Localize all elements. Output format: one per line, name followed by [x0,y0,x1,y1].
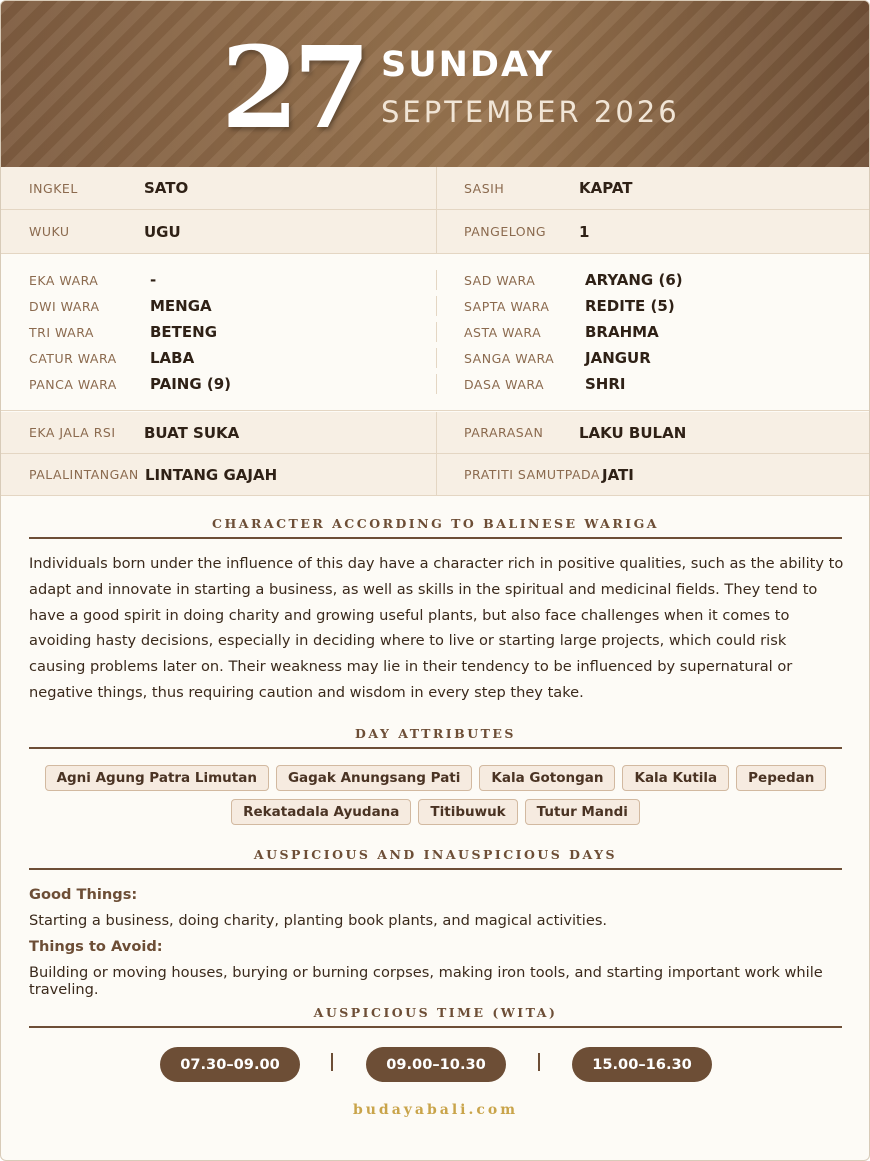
palalintangan-value: LINTANG GAJAH [145,465,278,484]
wara-label: DASA WARA [464,376,545,392]
attribute-tag: Kala Gotongan [479,765,615,791]
wara-label: EKA WARA [29,272,99,288]
wara-right-row [464,293,675,319]
wara-right-row [464,345,651,371]
pangelong-value: 1 [579,222,590,241]
column-divider [436,210,437,253]
attribute-tag: Titibuwuk [418,799,517,825]
ingkel-label: INGKEL [29,180,78,196]
wara-left-row [29,345,194,371]
column-divider [436,374,437,394]
character-text: Individuals born under the influence of this day have a character rich in positive qualities, such as the ability to adapt and innovate in starting a business, as well as skills in the spiritual and medicinal fields. They tend to have a good spirit in doing charity and growing useful plants, but also face challenges when it comes to avoiding hasty decisions, especially in deciding where to live or starting large projects, which could risk causing problems later on. Their weakness may lie in their tendency to be influenced by supernatural or negative things, thus requiring caution and wisdom in every step they take. [29,555,844,701]
site-footer: budayabali.com [352,1102,519,1118]
info-row-ingkel-sasih [1,167,870,210]
section-divider [29,1026,842,1028]
time-slots [29,1047,842,1083]
column-divider [436,454,437,495]
character-section-title: CHARACTER ACCORDING TO BALINESE WARIGA [212,516,659,531]
wara-label: SAPTA WARA [464,298,550,314]
wara-value: LABA [150,349,195,367]
column-divider [436,167,437,209]
wuku-value: UGU [144,222,181,241]
section-divider [29,537,842,539]
time-slot-pill: 09.00–10.30 [366,1047,506,1082]
things-to-avoid-heading: Things to Avoid: [29,938,163,955]
good-things-text: Starting a business, doing charity, planting book plants, and magical activities. [29,912,608,929]
wara-table [1,254,870,411]
wara-right-row [464,267,683,293]
ingkel-value: SATO [144,179,189,197]
attribute-tag: Tutur Mandi [525,799,640,825]
wara-label: PANCA WARA [29,376,117,392]
section-divider [29,868,842,870]
wara-value: PAING (9) [150,375,232,393]
info-row-ekajalarsi-pararasan [1,412,870,454]
attribute-tags [29,765,842,833]
wara-value: REDITE (5) [585,297,675,315]
attribute-tag-row [29,765,842,791]
auspicious-section-title: AUSPICIOUS AND INAUSPICIOUS DAYS [253,847,618,862]
date-header [1,1,870,167]
attributes-section-title: DAY ATTRIBUTES [355,726,516,741]
attribute-tag: Gagak Anungsang Pati [276,765,472,791]
wara-value: ARYANG (6) [585,271,683,289]
eka-jala-rsi-value: BUAT SUKA [144,423,240,442]
attribute-tag: Rekatadala Ayudana [231,799,411,825]
things-to-avoid-text: Building or moving houses, burying or burning corpses, making iron tools, and starting important work while traveling. [29,964,823,998]
time-slot-pill: 15.00–16.30 [572,1047,712,1082]
wuku-label: WUKU [29,224,70,239]
pararasan-value: LAKU BULAN [579,423,687,442]
wara-left-row [29,293,212,319]
pratiti-samutpada-label: PRATITI SAMUTPADA [464,467,600,482]
column-divider [436,270,437,290]
column-divider [436,322,437,342]
pratiti-samutpada-value: JATI [602,465,634,484]
attribute-tag: Pepedan [736,765,826,791]
wara-value: MENGA [150,297,212,315]
info-row-palalintangan-pratiti [1,454,870,496]
sasih-label: SASIH [464,180,505,196]
wara-label: CATUR WARA [29,350,117,366]
wara-value: SHRI [585,375,626,393]
time-separator [538,1053,540,1071]
month-year: SEPTEMBER 2026 [381,95,680,129]
wara-label: ASTA WARA [464,324,542,340]
time-slot-pill: 07.30–09.00 [160,1047,300,1082]
good-things-heading: Good Things: [29,886,138,903]
wara-value: BRAHMA [585,323,659,341]
info-row-wuku-pangelong [1,210,870,254]
column-divider [436,296,437,316]
eka-jala-rsi-label: EKA JALA RSI [29,425,116,440]
wara-right-row [464,371,626,397]
pararasan-label: PARARASAN [464,425,544,440]
column-divider [436,348,437,368]
attribute-tag-row [29,799,842,825]
sasih-value: KAPAT [579,179,633,197]
wara-label: SANGA WARA [464,350,555,366]
wara-value: - [150,271,157,289]
wara-label: SAD WARA [464,272,536,288]
wara-value: BETENG [150,323,218,341]
wara-value: JANGUR [585,349,651,367]
wara-left-row [29,371,231,397]
pangelong-label: PANGELONG [464,224,547,239]
wara-label: TRI WARA [29,324,94,340]
wara-right-row [464,319,659,345]
time-separator [331,1053,333,1071]
wara-left-row [29,267,156,293]
day-number: 27 [221,23,365,154]
attribute-tag: Agni Agung Patra Limutan [45,765,269,791]
day-name: SUNDAY [381,45,555,85]
section-divider [29,747,842,749]
wara-left-row [29,319,217,345]
attribute-tag: Kala Kutila [622,765,729,791]
wara-label: DWI WARA [29,298,100,314]
palalintangan-label: PALALINTANGAN [29,467,139,482]
column-divider [436,412,437,453]
time-section-title: AUSPICIOUS TIME (WITA) [313,1005,558,1020]
